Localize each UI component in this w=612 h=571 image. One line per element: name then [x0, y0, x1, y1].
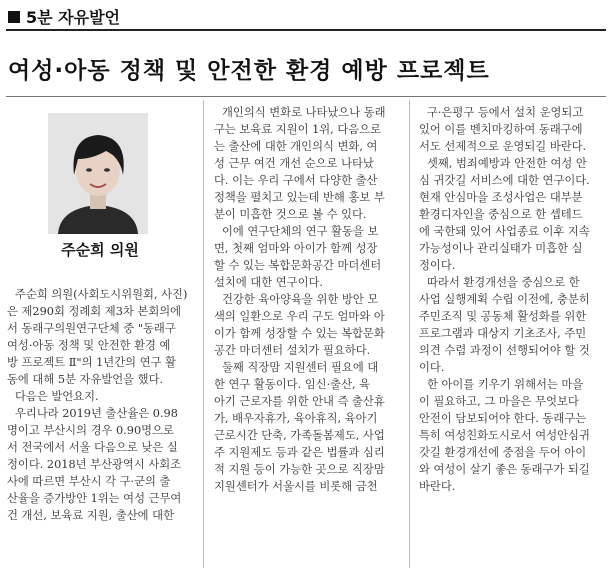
text-line: 정이다. — [419, 259, 456, 272]
text-line: 따라서 환경개선을 중심으로 한 — [427, 276, 580, 289]
byline: 주순희 의원 — [61, 241, 139, 259]
text-line: 갓길 환경개선에 중점을 두어 아이 — [419, 446, 587, 459]
text-line: 이가 함께 성장할 수 있는 복합문화 — [214, 327, 385, 340]
text-line: 있어 이를 벤치마킹하여 동래구에 — [419, 123, 583, 136]
text-line: 프로그램과 대상지 기초조사, 주민 — [419, 327, 587, 340]
text-line: 둘째 직장맘 지원센터 필요에 대 — [222, 361, 379, 374]
text-line: 할 수 있는 복합문화공간 마더센터 — [214, 259, 382, 272]
text-line: 서도 선제적으로 운영되길 바란다. — [419, 140, 587, 153]
text-line: 이에 연구단체의 연구 활동을 보 — [222, 225, 379, 238]
text-line: 셋째, 범죄예방과 안전한 여성 안 — [427, 157, 587, 170]
portrait-photo — [48, 113, 148, 234]
text-line: 특히 여성친화도시로서 여성안심귀 — [419, 429, 590, 442]
text-line: 방 프로젝트 Ⅱ"의 1년간의 연구 활 — [7, 356, 176, 369]
text-line: 적 지원 등이 가능한 곳으로 직장맘 — [214, 463, 385, 476]
section-label — [8, 5, 120, 28]
text-line: 공간 마더센터 설치가 필요하다. — [214, 344, 371, 357]
text-line: 는 출산에 대한 개인의식 변화, 여 — [214, 140, 378, 153]
col2-paragraph — [214, 291, 403, 359]
col1-paragraph — [7, 286, 197, 388]
text-line: 산율을 증가방안 1위는 여성 근무여 — [7, 492, 182, 505]
text-line: 지원센터가 서울시를 비롯해 금천 — [214, 480, 378, 493]
text-line: 다음은 발언요지. — [15, 390, 99, 403]
text-line: 명이고 부산시의 경우 0.90명으로 — [7, 424, 174, 437]
text-line: 건강한 육아양육을 위한 방안 모 — [222, 293, 379, 306]
col3-paragraph — [419, 104, 608, 155]
column-3 — [419, 104, 608, 495]
text-line: 주순희 의원(사회도시위원회, 사진) — [15, 288, 188, 301]
text-line: 동에 대해 5분 자유발언을 했다. — [7, 373, 164, 386]
text-line: 바란다. — [419, 480, 456, 493]
text-line: 개인의식 변화로 나타났으나 동래 — [222, 106, 386, 119]
col2-paragraph — [214, 223, 403, 291]
column-2 — [214, 104, 403, 495]
column-divider-2 — [409, 100, 410, 568]
text-line: 구는 보육료 지원이 1위, 다음으로 — [214, 123, 382, 136]
text-line: 근로시간 단축, 가족돌봄제도, 사업 — [214, 429, 385, 442]
col3-paragraph — [419, 155, 608, 274]
text-line: 주민조직 및 공동체 활성화를 위한 — [419, 310, 587, 323]
text-line: 정이다. 2018년 부산광역시 사회조 — [7, 458, 182, 471]
text-line: 안전이 담보되어야 한다. 동래구는 — [419, 412, 587, 425]
text-line: 면, 첫째 엄마와 아이가 함께 성장 — [214, 242, 378, 255]
text-line: 한 아이를 키우기 위해서는 마을 — [427, 378, 584, 391]
headline: 여성·아동 정책 및 안전한 환경 예방 프로젝트 — [8, 58, 490, 84]
text-line: 우리나라 2019년 출산율은 0.98 — [15, 407, 178, 420]
text-line: 서 전국에서 서울 다음으로 낮은 실 — [7, 441, 178, 454]
col2-paragraph — [214, 359, 403, 495]
col1-paragraph — [7, 388, 197, 405]
text-line: 에 국한돼 있어 사업종료 이후 지속 — [419, 225, 590, 238]
text-line: 현재 안심마을 조성사업은 대부분 — [419, 191, 583, 204]
text-line: 성 근무 여건 개선 순으로 나타났 — [214, 157, 374, 170]
top-rule — [6, 29, 606, 31]
col2-paragraph — [214, 104, 403, 223]
text-line: 분이 미흡한 것으로 볼 수 있다. — [214, 208, 367, 221]
text-line: 이다. — [419, 361, 445, 374]
text-line: 건 개선, 보육료 지원, 출산에 대한 — [7, 509, 175, 522]
col3-paragraph — [419, 376, 608, 495]
text-line: 가, 배우자휴가, 육아휴직, 육아기 — [214, 412, 378, 425]
column-1 — [7, 286, 197, 524]
text-line: 아기 근로자를 위한 안내 즉 출산휴 — [214, 395, 385, 408]
text-line: 여성·아동 정책 및 안전한 환경 예 — [7, 339, 171, 352]
text-line: 정책을 펼치고 있는데 반해 홍보 부 — [214, 191, 385, 204]
headline-rule — [6, 96, 606, 97]
section-square-icon — [8, 11, 20, 23]
section-label-text: 5분 자유발언 — [26, 8, 120, 27]
text-line: 구·은평구 등에서 설치 운영되고 — [427, 106, 584, 119]
text-line: 사업 실행계획 수립 이전에, 충분히 — [419, 293, 590, 306]
text-line: 은 제290회 정례회 제3차 본회의에 — [7, 305, 182, 318]
text-line: 이 필요하고, 그 마을은 무엇보다 — [419, 395, 579, 408]
text-line: 서 동래구의원연구단체 중 "동래구 — [7, 322, 176, 335]
portrait-illustration — [48, 113, 148, 234]
text-line: 한 연구 활동이다. 임신·출산, 육 — [214, 378, 371, 391]
text-line: 다. 이는 우리 구에서 다양한 출산 — [214, 174, 378, 187]
column-divider-1 — [203, 100, 204, 568]
text-line: 색의 일환으로 우리 구도 엄마와 아 — [214, 310, 385, 323]
text-line: 환경디자인을 중심으로 한 셉테드 — [419, 208, 583, 221]
text-line: 설치에 대한 연구이다. — [214, 276, 323, 289]
text-line: 의견 수렴 과정이 선행되어야 할 것 — [419, 344, 590, 357]
col3-paragraph — [419, 274, 608, 376]
text-line: 와 여성이 살기 좋은 동래구가 되길 — [419, 463, 590, 476]
text-line: 심 귀갓길 서비스에 대한 연구이다. — [419, 174, 590, 187]
text-line: 주 지원제도 등과 같은 법률과 심리 — [214, 446, 385, 459]
text-line: 사에 따르면 부산시 각 구·군의 출 — [7, 475, 171, 488]
text-line: 가능성이나 관리실태가 미흡한 실 — [419, 242, 583, 255]
col1-paragraph — [7, 405, 197, 524]
